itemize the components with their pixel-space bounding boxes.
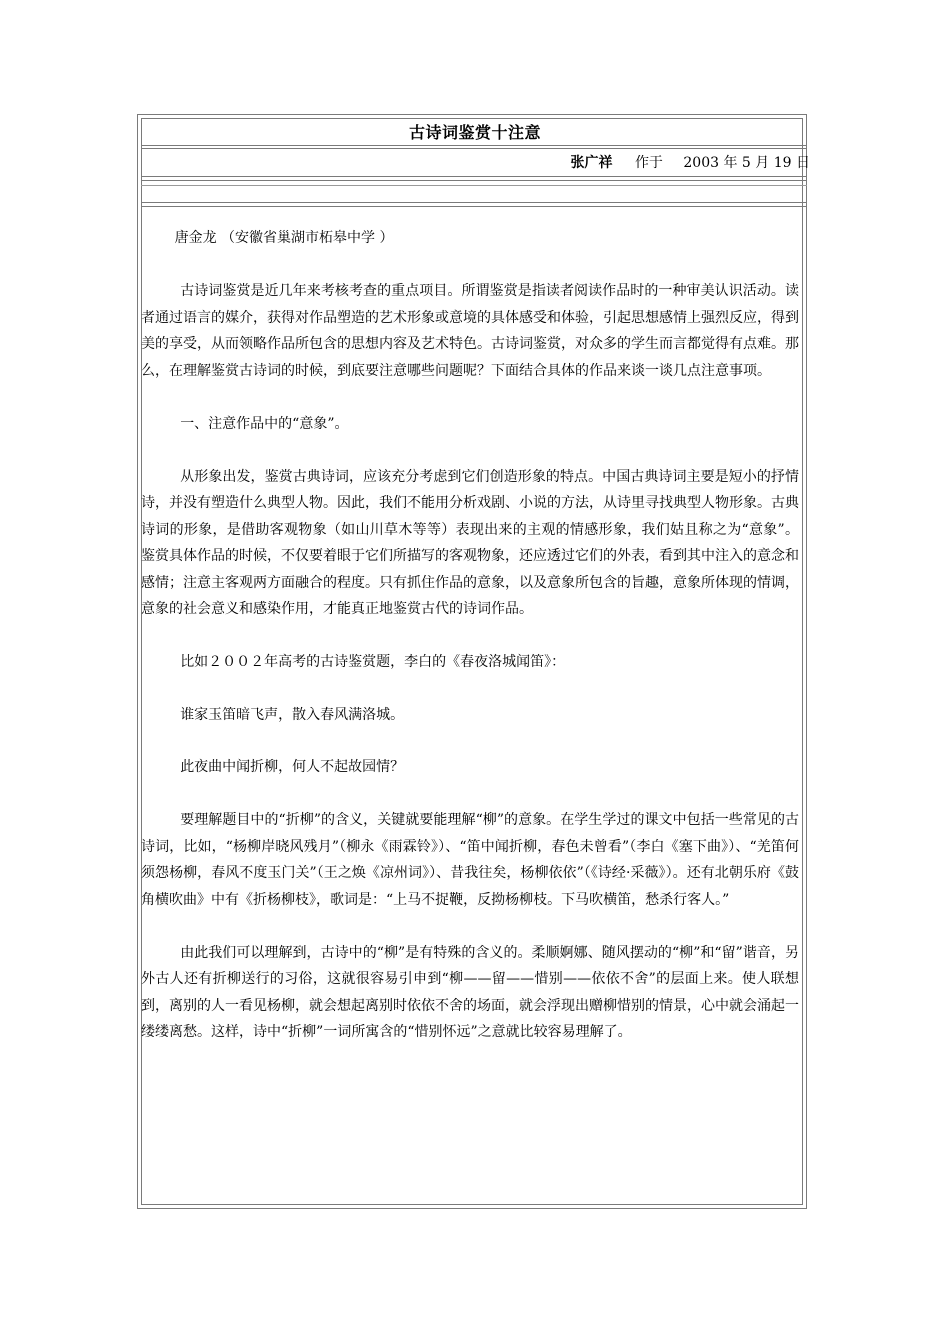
date-label: 作于 (634, 155, 663, 171)
poem-line: 此夜曲中闻折柳，何人不起故园情？ (180, 759, 405, 775)
body-paragraph: 古诗词鉴赏是近几年来考核考查的重点项目。所谓鉴赏是指读者阅读作品时的一种审美认识活动。读者通过语言的媒介，获得对作品塑造的艺术形象或意境的具体感受和体验，引起思想感情上强烈反应，得到美的享受，从而领略作品所包含的思想内容及艺术特色。古诗词鉴赏，对众多的学生而言都觉得有点难。那么，在理解鉴赏古诗词的时候，到底要注意哪些问题呢？下面结合具体的作品来谈一谈几点注意事项。 (141, 283, 799, 379)
section-heading: 一、注意作品中的“意象”。 (180, 415, 349, 432)
body-paragraph: 比如２００２年高考的古诗鉴赏题，李白的《春夜洛城闻笛》： (180, 654, 566, 670)
divider (141, 180, 807, 181)
byline (570, 152, 810, 172)
article-body (141, 225, 799, 1046)
divider (141, 145, 807, 146)
author-name: 张广祥 (570, 155, 613, 171)
body-paragraph: 要理解题目中的“折柳”的含义，关键就要能理解“柳”的意象。在学生学过的课文中包括一些常见的古诗词，比如，“杨柳岸晓风残月”（柳永《雨霖铃》）、“笛中闻折柳，春色未曾看”（李白《塞下曲》）、“羌笛何须怨杨柳，春风不度玉门关”（王之焕《凉州词》）、昔我往矣，杨柳依依”（《诗经·采薇》）。还有北朝乐府《鼓角横吹曲》中有《折杨柳枝》，歌词是：“上马不捉鞭，反拗杨柳枝。下马吹横笛，愁杀行客人。” (141, 812, 799, 908)
divider (141, 206, 807, 207)
author-affiliation: 唐金龙 （安徽省巢湖市柘皋中学 ） (174, 230, 394, 246)
divider (141, 185, 807, 186)
divider (141, 202, 807, 203)
article-title: 古诗词鉴赏十注意 (408, 123, 541, 142)
divider (141, 148, 807, 149)
body-paragraph: 从形象出发，鉴赏古典诗词，应该充分考虑到它们创造形象的特点。中国古典诗词主要是短小的抒情诗，并没有塑造什么典型人物。因此，我们不能用分析戏剧、小说的方法，从诗里寻找典型人物形象。古典诗词的形象，是借助客观物象（如山川草木等等）表现出来的主观的情感形象，我们姑且称之为“意象”。鉴赏具体作品的时候，不仅要着眼于它们所描写的客观物象，还应透过它们的外表，看到其中注入的意念和感情；注意主客观两方面融合的程度。只有抓住作品的意象，以及意象所包含的旨趣，意象所体现的情调，意象的社会意义和感染作用，才能真正地鉴赏古代的诗词作品。 (141, 468, 799, 617)
poem-line: 谁家玉笛暗飞声，散入春风满洛城。 (180, 706, 405, 723)
divider (141, 176, 807, 177)
publish-date: 2003 年 5 月 19 日 (683, 155, 810, 171)
body-paragraph: 由此我们可以理解到，古诗中的“柳”是有特殊的含义的。柔顺婀娜、随风摆动的“柳”和“留”谐音，另外古人还有折柳送行的习俗，这就很容易引申到“柳——留——惜别——依依不舍”的层面上来。使人联想到，离别的人一看见杨柳，就会想起离别时依依不舍的场面，就会浮现出赠柳惜别的情景，心中就会涌起一缕缕离愁。这样，诗中“折柳”一词所寓含的“惜别怀远”之意就比较容易理解了。 (141, 944, 799, 1040)
